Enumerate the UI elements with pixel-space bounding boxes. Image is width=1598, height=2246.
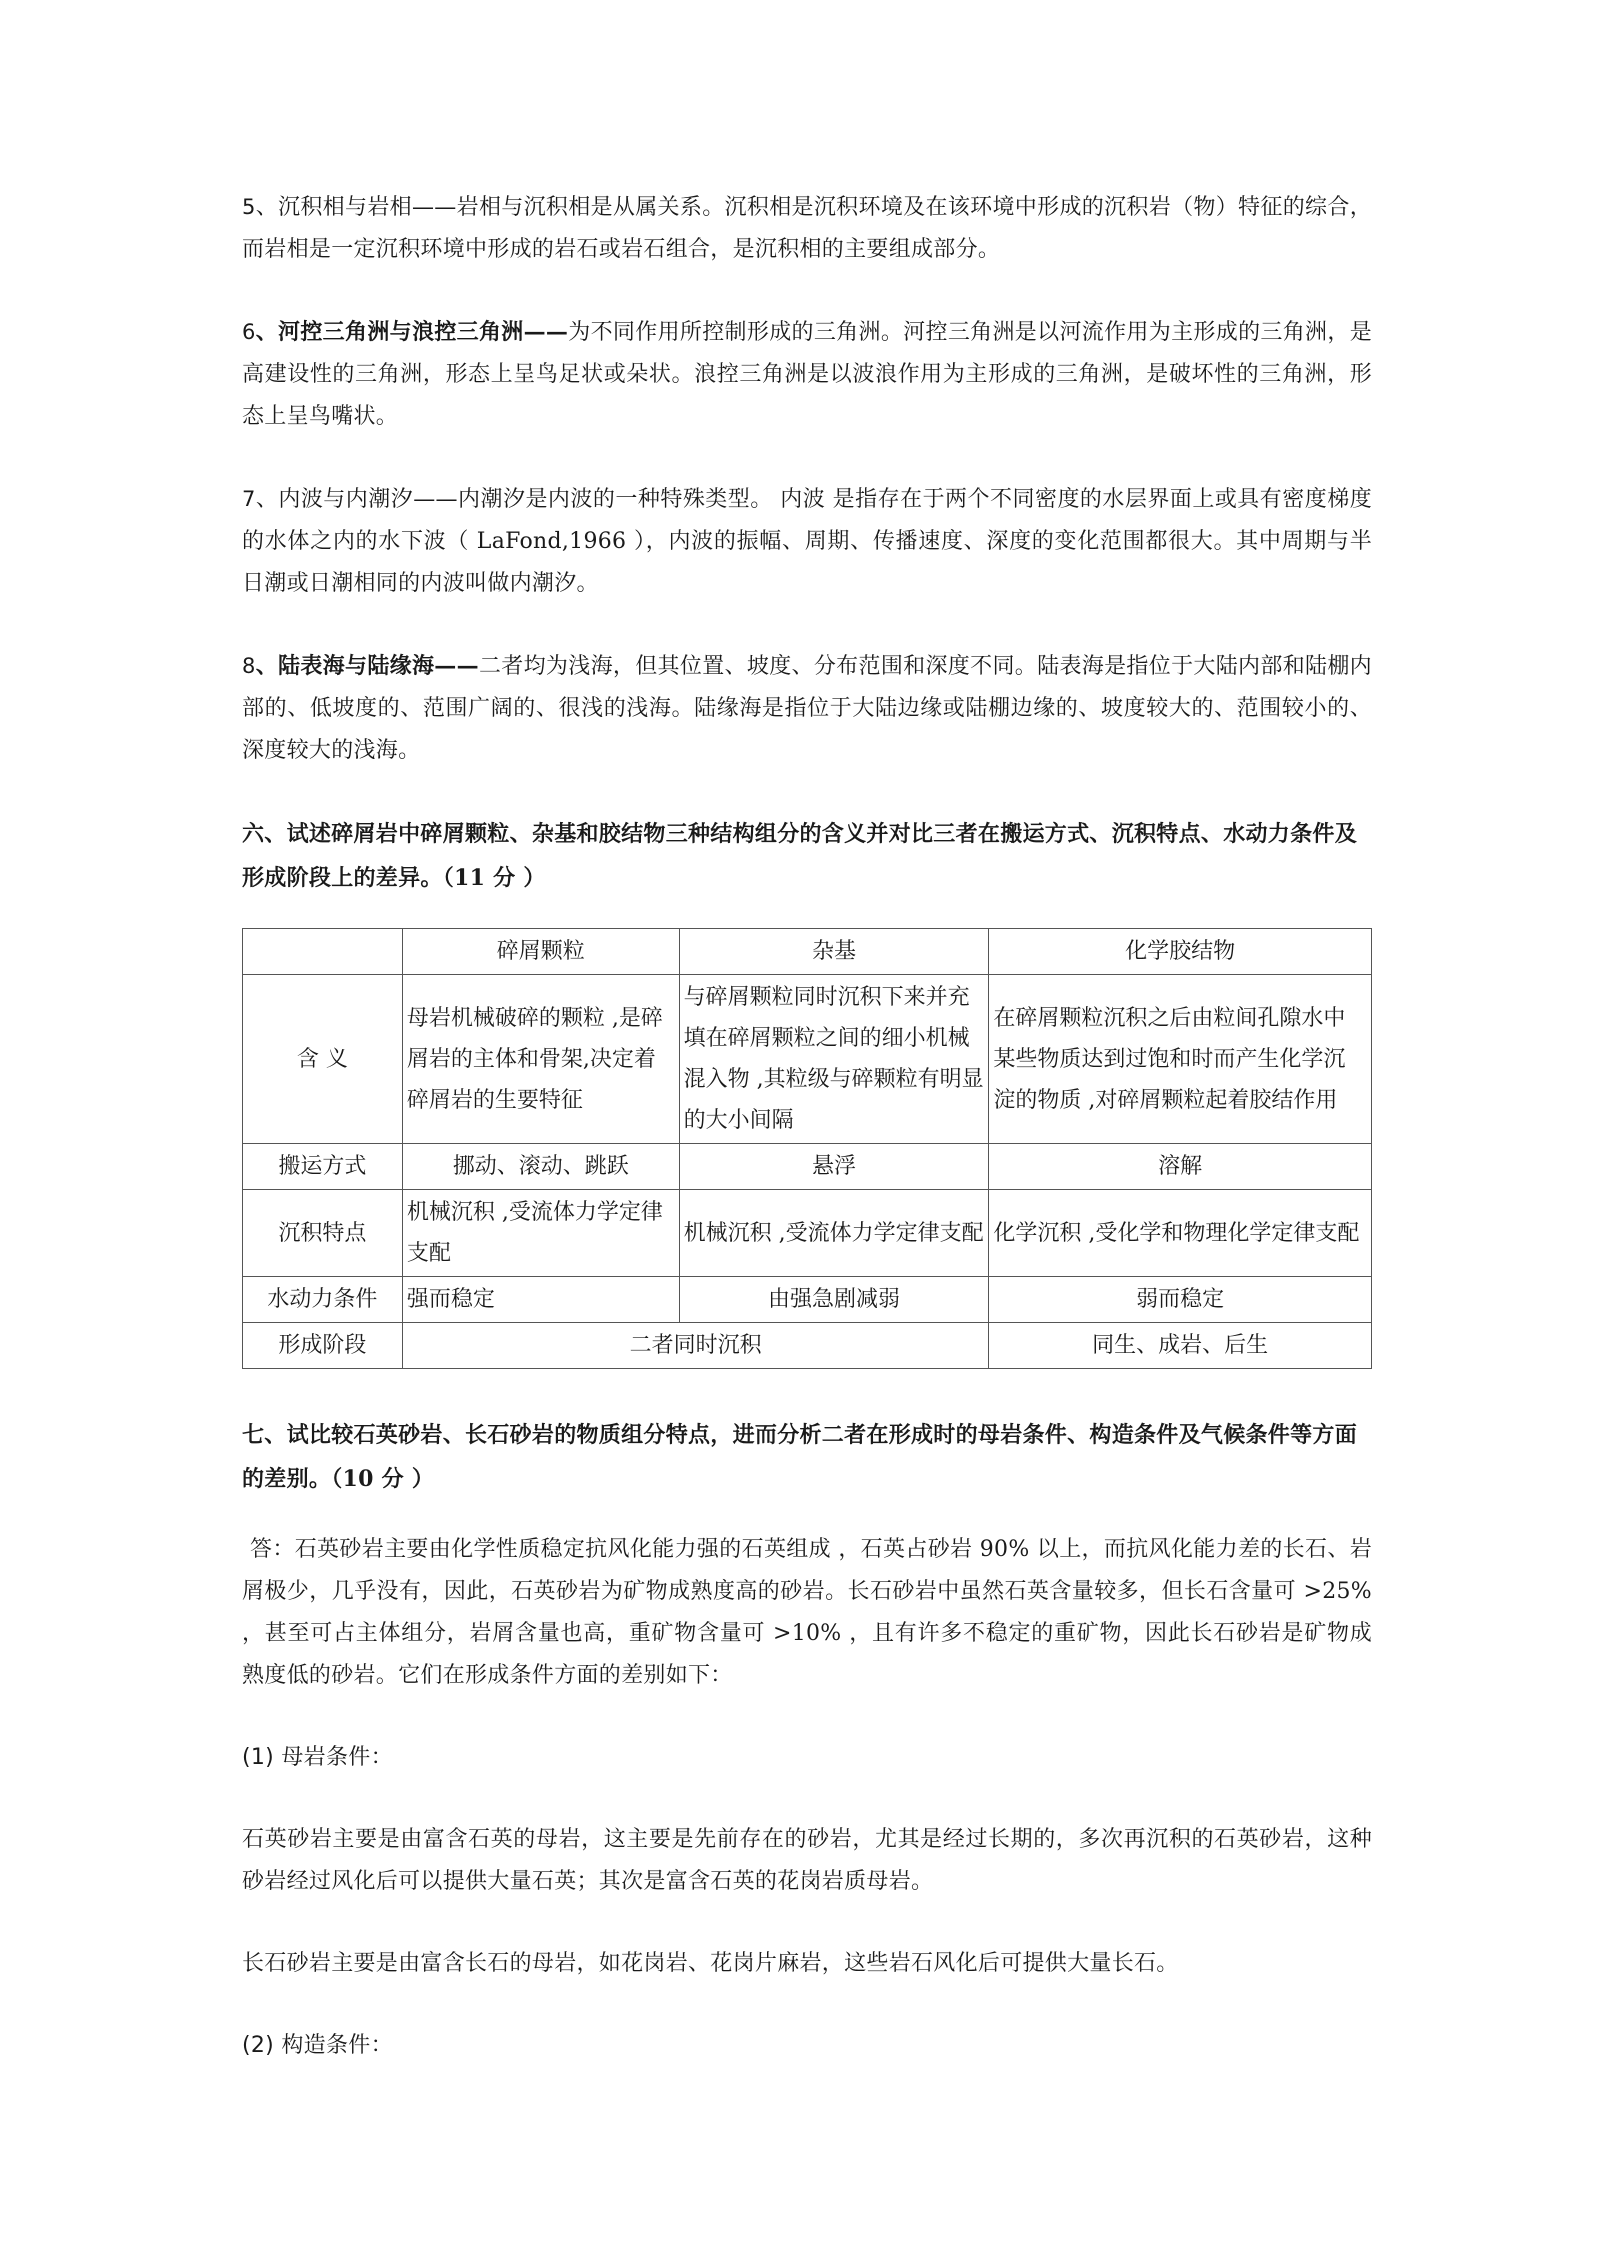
item-number: 6: [242, 320, 256, 344]
sub1-paragraph-1: 石英砂岩主要是由富含石英的母岩，这主要是先前存在的砂岩，尤其是经过长期的，多次再沉积的石英砂岩，这种砂岩经过风化后可以提供大量石英；其次是富含石英的花岗岩质母岩。: [242, 1827, 1372, 1894]
item-body: 内潮汐是内波的一种特殊类型。 内波 是指存在于两个不同密度的水层界面上或具有密度梯度的水体之内的水下波（ LaFond,1966 ），内波的振幅、周期、传播速度、深度的变化范围都很大。其中周期与半日潮或日潮相同的内波叫做内潮汐。: [242, 487, 1373, 596]
row-label: 形成阶段: [243, 1323, 403, 1369]
table-cell: 由强急剧减弱: [679, 1277, 989, 1323]
item-8: [242, 645, 1372, 772]
table-row: [243, 1144, 1372, 1190]
table-row: [243, 975, 1372, 1144]
question-6: 六、试述碎屑岩中碎屑颗粒、杂基和胶结物三种结构组分的含义并对比三者在搬运方式、沉积特点、水动力条件及形成阶段上的差异。（11 分 ）: [242, 821, 1358, 891]
table-cell: 同生、成岩、后生: [989, 1323, 1372, 1369]
table-row: [243, 1190, 1372, 1277]
row-label: 含 义: [243, 975, 403, 1144]
table-header-cell: 杂基: [679, 929, 989, 975]
subheading-title: 构造条件：: [281, 2033, 393, 2058]
table-cell: 机械沉积 ,受流体力学定律支配: [679, 1190, 989, 1277]
table-cell: 在碎屑颗粒沉积之后由粒间孔隙水中某些物质达到过饱和时而产生化学沉淀的物质 ,对碎屑颗粒起着胶结作用: [989, 975, 1372, 1144]
table-cell: 化学沉积 ,受化学和物理化学定律支配: [989, 1190, 1372, 1277]
table-cell: 悬浮: [679, 1144, 989, 1190]
item-number: 8: [242, 654, 256, 678]
comparison-table: [242, 928, 1372, 1369]
item-7: [242, 478, 1372, 605]
answer-paragraph: 答：石英砂岩主要由化学性质稳定抗风化能力强的石英组成 ，石英占砂岩 90% 以上，而抗风化能力差的长石、岩屑极少，几乎没有，因此，石英砂岩为矿物成熟度高的砂岩。长石砂岩中虽然石英含量较多，但长石含量可 >25% ，甚至可占主体组分，岩屑含量也高，重矿物含量可 >10% ，且有许多不稳定的重矿物，因此长石砂岩是矿物成熟度低的砂岩。它们在形成条件方面的差别如下：: [242, 1537, 1372, 1688]
item-body: 为不同作用所控制形成的三角洲。河控三角洲是以河流作用为主形成的三角洲，是高建设性的三角洲，形态上呈鸟足状或朵状。浪控三角洲是以波浪作用为主形成的三角洲，是破坏性的三角洲，形态上呈鸟嘴状。: [242, 320, 1373, 429]
item-6: [242, 311, 1372, 438]
item-5: [242, 186, 1372, 271]
item-term: 、河控三角洲与浪控三角洲——: [255, 319, 569, 345]
table-cell: 强而稳定: [402, 1277, 679, 1323]
subheading-1: [242, 1737, 1372, 1779]
table-cell: 母岩机械破碎的颗粒 ,是碎屑岩的主体和骨架,决定着碎屑岩的生要特征: [402, 975, 679, 1144]
table-row: [243, 1323, 1372, 1369]
item-number: 7: [242, 487, 256, 511]
item-body: 二者均为浅海，但其位置、坡度、分布范围和深度不同。陆表海是指位于大陆内部和陆棚内部的、低坡度的、范围广阔的、很浅的浅海。陆缘海是指位于大陆边缘或陆棚边缘的、坡度较大的、范围较小的、深度较大的浅海。: [242, 654, 1372, 763]
item-term: 、陆表海与陆缘海——: [255, 653, 479, 679]
table-header-cell: 碎屑颗粒: [402, 929, 679, 975]
table-cell: 机械沉积 ,受流体力学定律支配: [402, 1190, 679, 1277]
document-page: [242, 186, 1372, 2107]
table-cell: 与碎屑颗粒同时沉积下来并充填在碎屑颗粒之间的细小机械混入物 ,其粒级与碎颗粒有明显的大小间隔: [679, 975, 989, 1144]
subheading-number: (1): [242, 1745, 275, 1770]
subheading-number: (2): [242, 2033, 275, 2058]
row-label: 搬运方式: [243, 1144, 403, 1190]
item-body: 岩相与沉积相是从属关系。沉积相是沉积环境及在该环境中形成的沉积岩（物）特征的综合，而岩相是一定沉积环境中形成的岩石或岩石组合，是沉积相的主要组成部分。: [242, 195, 1372, 262]
question-7: 七、试比较石英砂岩、长石砂岩的物质组分特点，进而分析二者在形成时的母岩条件、构造条件及气候条件等方面的差别。（10 分 ）: [242, 1422, 1358, 1492]
item-term: 、沉积相与岩相——: [255, 195, 457, 220]
subheading-title: 母岩条件：: [281, 1745, 393, 1770]
table-cell: 二者同时沉积: [402, 1323, 988, 1369]
table-cell: 弱而稳定: [989, 1277, 1372, 1323]
table-header-cell: 化学胶结物: [989, 929, 1372, 975]
table-header-cell: [243, 929, 403, 975]
table-cell: 挪动、滚动、跳跃: [402, 1144, 679, 1190]
item-term: 、内波与内潮汐——: [255, 487, 458, 512]
row-label: 沉积特点: [243, 1190, 403, 1277]
table-cell: 溶解: [989, 1144, 1372, 1190]
row-label: 水动力条件: [243, 1277, 403, 1323]
item-number: 5: [242, 195, 256, 219]
table-header-row: [243, 929, 1372, 975]
sub1-paragraph-2: 长石砂岩主要是由富含长石的母岩，如花岗岩、花岗片麻岩，这些岩石风化后可提供大量长石。: [242, 1951, 1179, 1976]
table-row: [243, 1277, 1372, 1323]
subheading-2: [242, 2025, 1372, 2067]
